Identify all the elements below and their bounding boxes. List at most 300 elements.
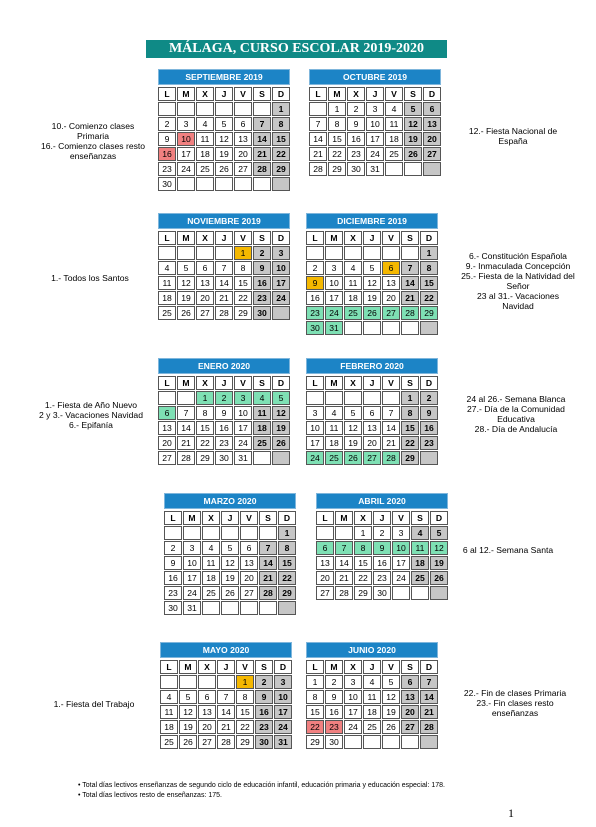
empty-cell	[177, 246, 195, 260]
empty-cell	[202, 526, 220, 540]
day-cell: 17	[325, 291, 343, 305]
day-cell: 4	[196, 117, 214, 131]
day-cell: 6	[240, 541, 258, 555]
day-cell: 6	[198, 690, 216, 704]
day-cell: 19	[344, 436, 362, 450]
day-cell: 19	[215, 147, 233, 161]
empty-cell	[158, 391, 176, 405]
day-cell: 25	[325, 451, 343, 465]
day-cell: 10	[274, 690, 292, 704]
day-cell: 27	[198, 735, 216, 749]
day-cell: 31	[274, 735, 292, 749]
note-diciembre	[440, 251, 596, 311]
day-cell: 24	[234, 436, 252, 450]
day-cell: 7	[420, 675, 438, 689]
empty-cell	[160, 675, 178, 689]
weekday-header: X	[354, 511, 372, 525]
day-cell: 30	[347, 162, 365, 176]
weekday-header: L	[160, 660, 178, 674]
empty-cell	[423, 162, 441, 176]
weekday-header: D	[420, 376, 438, 390]
day-cell: 23	[253, 291, 271, 305]
day-cell: 1	[306, 675, 324, 689]
weekday-header: M	[183, 511, 201, 525]
day-cell: 24	[274, 720, 292, 734]
day-cell: 14	[217, 705, 235, 719]
day-cell: 15	[272, 132, 290, 146]
day-cell: 8	[401, 406, 419, 420]
day-cell: 28	[382, 451, 400, 465]
day-cell: 27	[158, 451, 176, 465]
day-cell: 1	[278, 526, 296, 540]
day-cell: 9	[420, 406, 438, 420]
day-cell: 6	[234, 117, 252, 131]
day-cell: 22	[196, 436, 214, 450]
weekday-header: L	[306, 376, 324, 390]
empty-cell	[234, 102, 252, 116]
weekday-header: S	[253, 376, 271, 390]
day-cell: 18	[202, 571, 220, 585]
day-cell: 1	[401, 391, 419, 405]
day-cell: 23	[347, 147, 365, 161]
empty-cell	[344, 391, 362, 405]
day-cell: 21	[177, 436, 195, 450]
day-cell: 22	[236, 720, 254, 734]
day-cell: 25	[196, 162, 214, 176]
month-grid	[164, 511, 296, 615]
weekday-header: L	[306, 231, 324, 245]
footer-line-1: • Total días lectivos enseñanzas de segundo ciclo de educación infantil, educación primaria y educación especial: 178.	[78, 782, 445, 789]
day-cell: 17	[177, 147, 195, 161]
day-cell: 3	[272, 246, 290, 260]
day-cell: 8	[236, 690, 254, 704]
note-line: Navidad	[502, 301, 534, 311]
day-cell: 11	[344, 276, 362, 290]
day-cell: 22	[278, 571, 296, 585]
day-cell: 13	[196, 276, 214, 290]
empty-cell	[344, 735, 362, 749]
day-cell: 4	[160, 690, 178, 704]
day-cell: 25	[344, 306, 362, 320]
weekday-header: V	[382, 376, 400, 390]
day-cell: 27	[234, 162, 252, 176]
day-cell: 19	[363, 291, 381, 305]
day-cell: 26	[363, 306, 381, 320]
day-cell: 16	[306, 291, 324, 305]
note-line: Primaria	[77, 131, 109, 141]
empty-cell	[196, 177, 214, 191]
day-cell: 11	[363, 690, 381, 704]
day-cell: 10	[366, 117, 384, 131]
day-cell: 8	[196, 406, 214, 420]
day-cell: 10	[306, 421, 324, 435]
day-cell: 26	[382, 720, 400, 734]
month-grid	[306, 376, 438, 465]
day-cell: 1	[420, 246, 438, 260]
day-cell: 28	[420, 720, 438, 734]
day-cell: 12	[404, 117, 422, 131]
empty-cell	[272, 306, 290, 320]
day-cell: 3	[306, 406, 324, 420]
note-line: 6.- Epifanía	[69, 420, 113, 430]
weekday-header: L	[158, 231, 176, 245]
day-cell: 17	[234, 421, 252, 435]
footer-line-2: • Total días lectivos resto de enseñanzas: 175.	[78, 792, 222, 799]
note-line: 1.- Fiesta de Año Nuevo	[44, 400, 138, 410]
day-cell: 21	[382, 436, 400, 450]
note-line: 1.- Fiesta del Trabajo	[53, 699, 135, 709]
day-cell: 27	[363, 451, 381, 465]
day-cell: 16	[158, 147, 176, 161]
month-grid	[158, 87, 290, 191]
weekday-header: D	[274, 660, 292, 674]
calendar-month	[306, 213, 438, 335]
weekday-header: L	[316, 511, 334, 525]
day-cell: 6	[382, 261, 400, 275]
calendar-month	[306, 642, 438, 749]
weekday-header: X	[344, 660, 362, 674]
day-cell: 4	[411, 526, 429, 540]
day-cell: 20	[401, 705, 419, 719]
day-cell: 8	[234, 261, 252, 275]
weekday-header: V	[234, 87, 252, 101]
day-cell: 27	[382, 306, 400, 320]
weekday-header: X	[344, 376, 362, 390]
day-cell: 21	[259, 571, 277, 585]
note-septiembre	[28, 121, 158, 161]
weekday-header: X	[202, 511, 220, 525]
day-cell: 19	[382, 705, 400, 719]
day-cell: 28	[335, 586, 353, 600]
note-line: 28.- Día de Andalucía	[474, 424, 558, 434]
day-cell: 2	[347, 102, 365, 116]
month-title: ABRIL 2020	[316, 493, 448, 509]
weekday-header: S	[259, 511, 277, 525]
weekday-header: V	[240, 511, 258, 525]
day-cell: 16	[373, 556, 391, 570]
empty-cell	[325, 246, 343, 260]
weekday-header: S	[401, 231, 419, 245]
empty-cell	[215, 246, 233, 260]
day-cell: 9	[158, 132, 176, 146]
weekday-header: J	[215, 231, 233, 245]
day-cell: 24	[272, 291, 290, 305]
note-line: 22.- Fin de clases Primaria	[463, 688, 567, 698]
day-cell: 15	[328, 132, 346, 146]
empty-cell	[363, 735, 381, 749]
empty-cell	[196, 102, 214, 116]
page-title: MÁLAGA, CURSO ESCOLAR 2019-2020	[146, 40, 447, 58]
day-cell: 6	[196, 261, 214, 275]
note-noviembre	[30, 273, 150, 283]
weekday-header: D	[278, 511, 296, 525]
day-cell: 1	[196, 391, 214, 405]
weekday-header: V	[392, 511, 410, 525]
empty-cell	[221, 526, 239, 540]
empty-cell	[325, 391, 343, 405]
day-cell: 8	[278, 541, 296, 555]
day-cell: 29	[401, 451, 419, 465]
day-cell: 20	[363, 436, 381, 450]
month-grid	[306, 231, 438, 335]
day-cell: 22	[354, 571, 372, 585]
day-cell: 25	[158, 306, 176, 320]
day-cell: 8	[354, 541, 372, 555]
day-cell: 30	[253, 306, 271, 320]
note-line: 16.- Comienzo clases resto	[40, 141, 146, 151]
day-cell: 12	[382, 690, 400, 704]
day-cell: 12	[179, 705, 197, 719]
weekday-header: M	[177, 87, 195, 101]
day-cell: 18	[344, 291, 362, 305]
empty-cell	[382, 246, 400, 260]
empty-cell	[158, 102, 176, 116]
day-cell: 19	[404, 132, 422, 146]
day-cell: 5	[272, 391, 290, 405]
day-cell: 10	[392, 541, 410, 555]
day-cell: 25	[202, 586, 220, 600]
weekday-header: V	[236, 660, 254, 674]
day-cell: 10	[325, 276, 343, 290]
weekday-header: D	[423, 87, 441, 101]
day-cell: 11	[253, 406, 271, 420]
note-line: 1.- Todos los Santos	[51, 273, 129, 283]
empty-cell	[202, 601, 220, 615]
day-cell: 15	[234, 276, 252, 290]
day-cell: 24	[177, 162, 195, 176]
note-line: 10.- Comienzo clases	[51, 121, 135, 131]
day-cell: 12	[272, 406, 290, 420]
day-cell: 14	[382, 421, 400, 435]
day-cell: 30	[215, 451, 233, 465]
day-cell: 15	[420, 276, 438, 290]
weekday-header: S	[401, 660, 419, 674]
note-junio	[440, 688, 590, 718]
day-cell: 27	[240, 586, 258, 600]
day-cell: 7	[335, 541, 353, 555]
weekday-header: V	[234, 231, 252, 245]
day-cell: 23	[255, 720, 273, 734]
day-cell: 28	[309, 162, 327, 176]
day-cell: 4	[202, 541, 220, 555]
day-cell: 22	[234, 291, 252, 305]
day-cell: 20	[196, 291, 214, 305]
day-cell: 13	[158, 421, 176, 435]
day-cell: 22	[306, 720, 324, 734]
day-cell: 3	[366, 102, 384, 116]
empty-cell	[363, 321, 381, 335]
empty-cell	[430, 586, 448, 600]
day-cell: 28	[253, 162, 271, 176]
empty-cell	[198, 675, 216, 689]
day-cell: 29	[354, 586, 372, 600]
empty-cell	[392, 586, 410, 600]
empty-cell	[385, 162, 403, 176]
month-title: OCTUBRE 2019	[309, 69, 441, 85]
weekday-header: V	[234, 376, 252, 390]
day-cell: 24	[392, 571, 410, 585]
day-cell: 13	[423, 117, 441, 131]
empty-cell	[401, 321, 419, 335]
day-cell: 12	[215, 132, 233, 146]
day-cell: 16	[253, 276, 271, 290]
day-cell: 10	[234, 406, 252, 420]
weekday-header: X	[196, 231, 214, 245]
weekday-header: J	[217, 660, 235, 674]
calendar-month	[164, 493, 296, 615]
day-cell: 16	[325, 705, 343, 719]
day-cell: 17	[183, 571, 201, 585]
day-cell: 22	[420, 291, 438, 305]
day-cell: 3	[183, 541, 201, 555]
day-cell: 4	[363, 675, 381, 689]
day-cell: 13	[198, 705, 216, 719]
day-cell: 9	[215, 406, 233, 420]
empty-cell	[215, 102, 233, 116]
note-line: 9.- Inmaculada Concepción	[465, 261, 571, 271]
empty-cell	[217, 675, 235, 689]
day-cell: 30	[325, 735, 343, 749]
day-cell: 1	[328, 102, 346, 116]
weekday-header: V	[385, 87, 403, 101]
day-cell: 11	[158, 276, 176, 290]
day-cell: 11	[385, 117, 403, 131]
empty-cell	[382, 321, 400, 335]
day-cell: 31	[234, 451, 252, 465]
day-cell: 27	[401, 720, 419, 734]
note-line: 6 al 12.- Semana Santa	[462, 545, 554, 555]
day-cell: 11	[411, 541, 429, 555]
empty-cell	[344, 246, 362, 260]
day-cell: 5	[221, 541, 239, 555]
day-cell: 14	[401, 276, 419, 290]
day-cell: 29	[236, 735, 254, 749]
day-cell: 21	[217, 720, 235, 734]
weekday-header: L	[158, 376, 176, 390]
weekday-header: X	[196, 87, 214, 101]
weekday-header: X	[196, 376, 214, 390]
day-cell: 10	[272, 261, 290, 275]
day-cell: 2	[325, 675, 343, 689]
day-cell: 5	[177, 261, 195, 275]
day-cell: 13	[316, 556, 334, 570]
weekday-header: M	[325, 660, 343, 674]
day-cell: 1	[236, 675, 254, 689]
day-cell: 2	[253, 246, 271, 260]
day-cell: 12	[430, 541, 448, 555]
day-cell: 7	[309, 117, 327, 131]
weekday-header: J	[215, 87, 233, 101]
note-line: 24 al 26.- Semana Blanca	[466, 394, 566, 404]
day-cell: 19	[179, 720, 197, 734]
month-title: NOVIEMBRE 2019	[158, 213, 290, 229]
weekday-header: X	[198, 660, 216, 674]
day-cell: 16	[420, 421, 438, 435]
empty-cell	[196, 246, 214, 260]
weekday-header: X	[344, 231, 362, 245]
day-cell: 5	[344, 406, 362, 420]
day-cell: 22	[328, 147, 346, 161]
day-cell: 16	[164, 571, 182, 585]
day-cell: 8	[420, 261, 438, 275]
note-line: 23 al 31.- Vacaciones	[476, 291, 559, 301]
day-cell: 21	[253, 147, 271, 161]
note-enero	[24, 400, 158, 430]
calendar-month	[316, 493, 448, 600]
weekday-header: M	[179, 660, 197, 674]
day-cell: 9	[306, 276, 324, 290]
month-grid	[309, 87, 441, 176]
day-cell: 29	[306, 735, 324, 749]
empty-cell	[420, 735, 438, 749]
day-cell: 2	[373, 526, 391, 540]
day-cell: 20	[316, 571, 334, 585]
note-mayo	[34, 699, 154, 709]
day-cell: 20	[198, 720, 216, 734]
day-cell: 4	[325, 406, 343, 420]
note-line: 2 y 3.- Vacaciones Navidad	[39, 410, 143, 420]
day-cell: 6	[363, 406, 381, 420]
day-cell: 3	[344, 675, 362, 689]
day-cell: 28	[259, 586, 277, 600]
month-grid	[316, 511, 448, 600]
day-cell: 17	[344, 705, 362, 719]
empty-cell	[306, 391, 324, 405]
empty-cell	[278, 601, 296, 615]
empty-cell	[177, 177, 195, 191]
day-cell: 26	[215, 162, 233, 176]
empty-cell	[363, 246, 381, 260]
empty-cell	[401, 246, 419, 260]
day-cell: 29	[272, 162, 290, 176]
empty-cell	[253, 102, 271, 116]
note-line: 6.- Constitución Española	[469, 251, 567, 261]
weekday-header: V	[382, 231, 400, 245]
weekday-header: S	[411, 511, 429, 525]
calendar-month	[306, 358, 438, 465]
day-cell: 27	[423, 147, 441, 161]
page-number: 1	[508, 806, 514, 820]
day-cell: 23	[158, 162, 176, 176]
weekday-header: M	[177, 376, 195, 390]
day-cell: 29	[196, 451, 214, 465]
weekday-header: V	[382, 660, 400, 674]
day-cell: 2	[158, 117, 176, 131]
day-cell: 14	[215, 276, 233, 290]
empty-cell	[158, 246, 176, 260]
day-cell: 25	[160, 735, 178, 749]
day-cell: 11	[160, 705, 178, 719]
day-cell: 30	[255, 735, 273, 749]
empty-cell	[363, 391, 381, 405]
day-cell: 19	[430, 556, 448, 570]
calendar-month	[158, 358, 290, 465]
day-cell: 1	[234, 246, 252, 260]
day-cell: 15	[278, 556, 296, 570]
empty-cell	[179, 675, 197, 689]
month-title: MARZO 2020	[164, 493, 296, 509]
day-cell: 5	[215, 117, 233, 131]
day-cell: 12	[363, 276, 381, 290]
empty-cell	[401, 735, 419, 749]
day-cell: 18	[160, 720, 178, 734]
weekday-header: J	[363, 660, 381, 674]
empty-cell	[240, 526, 258, 540]
day-cell: 17	[306, 436, 324, 450]
weekday-header: M	[328, 87, 346, 101]
day-cell: 23	[420, 436, 438, 450]
day-cell: 28	[177, 451, 195, 465]
